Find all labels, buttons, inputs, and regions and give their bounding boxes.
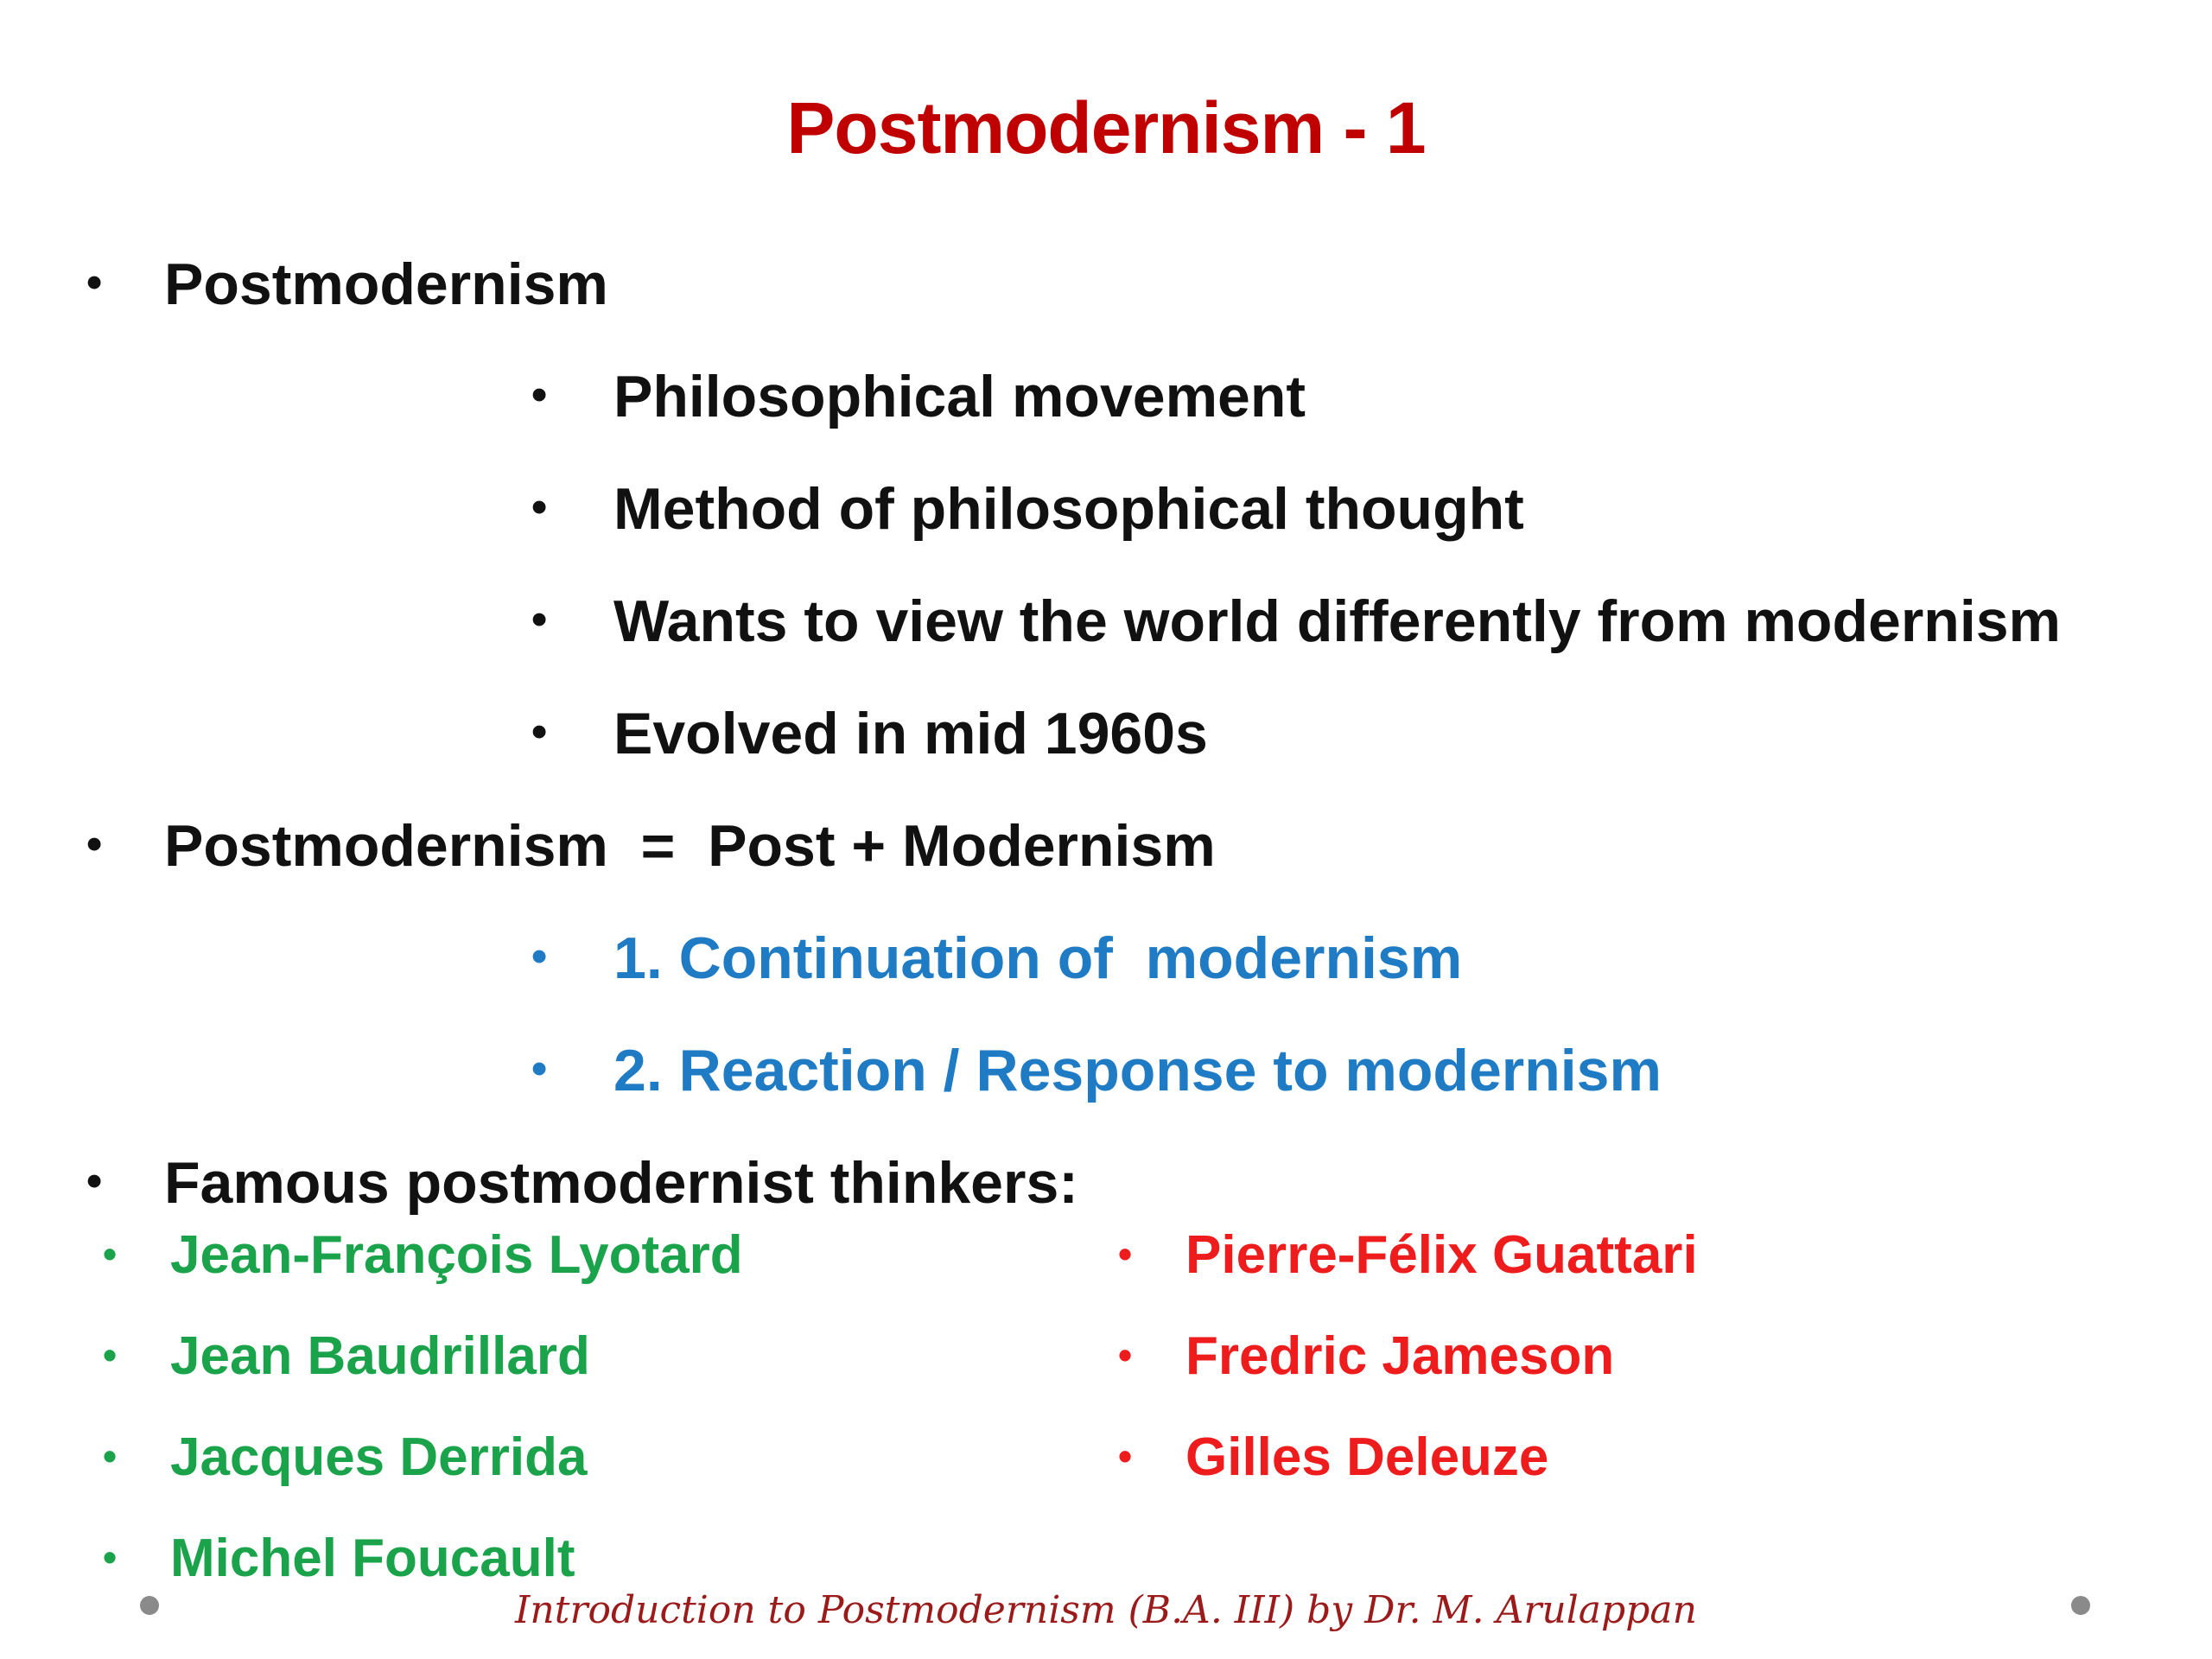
bullet-text: Wants to view the world differently from modernism bbox=[613, 588, 2061, 654]
sub-bullet-item bbox=[531, 476, 1524, 542]
sub-bullet-item bbox=[531, 701, 1208, 766]
sub-bullet-item bbox=[531, 925, 1463, 991]
bullet-marker: • bbox=[86, 819, 103, 869]
thinker-item bbox=[103, 1225, 743, 1285]
thinker-item bbox=[1118, 1427, 1549, 1487]
slide-footer: Introduction to Postmodernism (B.A. III) by Dr. M. Arulappan bbox=[515, 1588, 1697, 1632]
thinker-item bbox=[1118, 1225, 1698, 1285]
bullet-marker: • bbox=[531, 1044, 548, 1094]
bullet-marker: • bbox=[103, 1332, 118, 1377]
bullet-marker: • bbox=[103, 1231, 118, 1276]
sub-bullet-item bbox=[531, 1038, 1662, 1103]
bullet-marker: • bbox=[531, 482, 548, 532]
sub-bullet-item bbox=[531, 588, 2061, 654]
bullet-item bbox=[86, 1150, 1078, 1216]
slide-title: Postmodernism - 1 bbox=[786, 87, 1426, 168]
bullet-item bbox=[86, 251, 608, 317]
thinker-name: Gilles Deleuze bbox=[1185, 1427, 1549, 1487]
thinker-item bbox=[103, 1529, 575, 1588]
bullet-marker: • bbox=[86, 1156, 103, 1206]
bullet-marker: • bbox=[103, 1433, 118, 1478]
thinker-item bbox=[103, 1427, 588, 1487]
bullet-marker: • bbox=[1118, 1433, 1133, 1478]
bullet-text: Philosophical movement bbox=[613, 364, 1306, 429]
bullet-marker: • bbox=[1118, 1332, 1133, 1377]
bullet-item bbox=[86, 813, 1216, 879]
bullet-text: Evolved in mid 1960s bbox=[613, 701, 1208, 766]
bullet-marker: • bbox=[531, 370, 548, 420]
bullet-marker: • bbox=[531, 707, 548, 757]
sub-bullet-item bbox=[531, 364, 1306, 429]
bullet-marker: • bbox=[531, 931, 548, 982]
thinker-name: Jean-François Lyotard bbox=[170, 1225, 743, 1285]
thinker-name: Fredric Jameson bbox=[1185, 1326, 1615, 1386]
thinker-name: Jean Baudrillard bbox=[170, 1326, 590, 1386]
bullet-text: Postmodernism bbox=[164, 251, 608, 317]
thinker-name: Pierre-Félix Guattari bbox=[1185, 1225, 1698, 1285]
bullet-text: 1. Continuation of modernism bbox=[613, 925, 1463, 991]
bullet-text: Postmodernism = Post + Modernism bbox=[164, 813, 1216, 879]
bullet-marker: • bbox=[103, 1535, 118, 1580]
bullet-marker: • bbox=[531, 594, 548, 645]
slide-dot-right bbox=[2071, 1596, 2090, 1615]
bullet-text: Method of philosophical thought bbox=[613, 476, 1524, 542]
thinker-item bbox=[103, 1326, 590, 1386]
bullet-marker: • bbox=[1118, 1231, 1133, 1276]
thinker-name: Michel Foucault bbox=[170, 1529, 575, 1588]
bullet-text: 2. Reaction / Response to modernism bbox=[613, 1038, 1662, 1103]
thinker-name: Jacques Derrida bbox=[170, 1427, 588, 1487]
bullet-marker: • bbox=[86, 257, 103, 308]
thinker-item bbox=[1118, 1326, 1615, 1386]
bullet-text: Famous postmodernist thinkers: bbox=[164, 1150, 1078, 1216]
